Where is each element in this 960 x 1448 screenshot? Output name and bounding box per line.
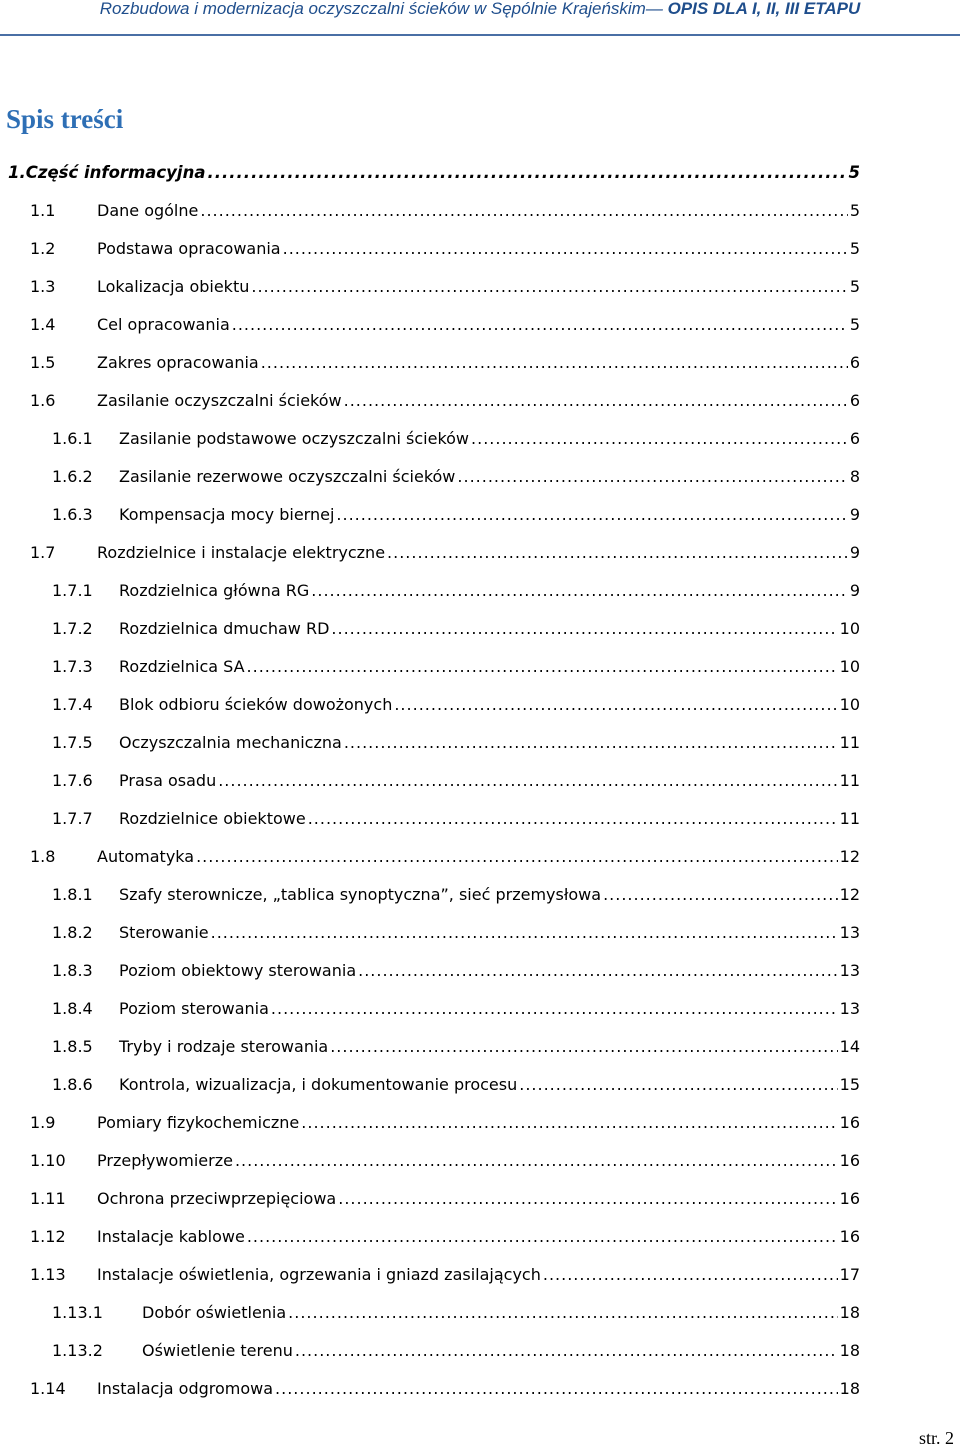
toc-entry[interactable]	[8, 161, 860, 185]
toc-entry-title: Zakres opracowania	[97, 353, 259, 372]
toc-entry-page: 18	[839, 1341, 860, 1360]
toc-entry-page: 6	[849, 391, 860, 410]
toc-entry-number: 1.2	[30, 239, 56, 258]
toc-entry-page: 5	[849, 277, 860, 296]
toc-leader-dots	[196, 845, 838, 869]
toc-entry[interactable]	[30, 1187, 860, 1211]
toc-leader-dots	[603, 883, 838, 907]
toc-entry-number: 1.1	[30, 201, 56, 220]
toc-entry-number: 1.	[8, 163, 26, 182]
toc-entry-title: Zasilanie rezerwowe oczyszczalni ścieków	[119, 467, 456, 486]
toc-entry-title: Prasa osadu	[119, 771, 217, 790]
toc-entry-title: Poziom obiektowy sterowania	[119, 961, 357, 980]
toc-entry[interactable]	[30, 1149, 860, 1173]
toc-entry[interactable]	[30, 1377, 860, 1401]
toc-entry-number: 1.8.3	[52, 961, 93, 980]
toc-entry-number: 1.7.5	[52, 733, 93, 752]
toc-entry-title: Cel opracowania	[97, 315, 230, 334]
toc-entry-number: 1.7.2	[52, 619, 93, 638]
toc-leader-dots	[543, 1263, 838, 1287]
toc-entry[interactable]	[52, 731, 860, 755]
toc-entry-page: 17	[839, 1265, 860, 1284]
toc-entry-title: Oświetlenie terenu	[142, 1341, 293, 1360]
toc-entry-title: Automatyka	[97, 847, 195, 866]
toc-entry[interactable]	[30, 275, 860, 299]
toc-leader-dots	[261, 351, 848, 375]
toc-leader-dots	[235, 1149, 838, 1173]
toc-entry-number: 1.7.4	[52, 695, 93, 714]
toc-entry-number: 1.9	[30, 1113, 56, 1132]
toc-entry-title: Rozdzielnica SA	[119, 657, 245, 676]
toc-entry-number: 1.11	[30, 1189, 66, 1208]
toc-entry[interactable]	[52, 883, 860, 907]
toc-leader-dots	[394, 693, 837, 717]
toc-leader-dots	[308, 807, 838, 831]
toc-entry-title: Część informacyjna	[25, 163, 206, 182]
toc-entry-number: 1.13.1	[52, 1303, 103, 1322]
toc-entry[interactable]	[52, 1035, 860, 1059]
toc-leader-dots	[457, 465, 847, 489]
toc-entry[interactable]	[52, 921, 860, 945]
toc-entry[interactable]	[30, 1225, 860, 1249]
toc-entry-number: 1.13	[30, 1265, 66, 1284]
toc-entry-number: 1.8.5	[52, 1037, 93, 1056]
toc-leader-dots	[247, 655, 838, 679]
toc-entry-page: 13	[839, 923, 860, 942]
toc-entry-page: 9	[849, 543, 860, 562]
toc-entry-number: 1.8.4	[52, 999, 93, 1018]
toc-entry-page: 10	[839, 695, 860, 714]
page-number: str. 2	[918, 1428, 954, 1448]
toc-leader-dots	[301, 1111, 837, 1135]
toc-entry[interactable]	[52, 465, 860, 489]
toc-entry[interactable]	[52, 807, 860, 831]
toc-entry-title: Zasilanie podstawowe oczyszczalni ścieków	[119, 429, 470, 448]
toc-entry-page: 5	[849, 201, 860, 220]
toc-entry-number: 1.4	[30, 315, 56, 334]
toc-entry[interactable]	[52, 959, 860, 983]
toc-leader-dots	[311, 579, 848, 603]
toc-entry-number: 1.8.6	[52, 1075, 93, 1094]
toc-entry-title: Sterowanie	[119, 923, 209, 942]
toc-leader-dots	[295, 1339, 838, 1363]
toc-entry-number: 1.7	[30, 543, 56, 562]
toc-entry-number: 1.6.3	[52, 505, 93, 524]
toc-entry-page: 5	[849, 315, 860, 334]
toc-entry-number: 1.10	[30, 1151, 66, 1170]
toc-entry-title: Oczyszczalnia mechaniczna	[119, 733, 342, 752]
toc-leader-dots	[336, 503, 847, 527]
header-title-bold: OPIS DLA I, II, III ETAPU	[662, 0, 861, 18]
toc-leader-dots	[283, 237, 848, 261]
toc-entry-title: Ochrona przeciwprzepięciowa	[97, 1189, 337, 1208]
toc-entry[interactable]	[30, 541, 860, 565]
toc-entry-title: Rozdzielnice i instalacje elektryczne	[97, 543, 386, 562]
toc-entry-title: Zasilanie oczyszczalni ścieków	[97, 391, 342, 410]
toc-leader-dots	[247, 1225, 838, 1249]
toc-entry-page: 18	[839, 1303, 860, 1322]
toc-entry-number: 1.3	[30, 277, 56, 296]
toc-entry-number: 1.8	[30, 847, 56, 866]
toc-leader-dots	[519, 1073, 837, 1097]
toc-entry-page: 13	[839, 961, 860, 980]
toc-entry-page: 6	[849, 429, 860, 448]
toc-entry[interactable]	[52, 617, 860, 641]
toc-entry-number: 1.7.7	[52, 809, 93, 828]
toc-entry-page: 8	[849, 467, 860, 486]
toc-leader-dots	[358, 959, 838, 983]
toc-entry[interactable]	[52, 503, 860, 527]
toc-entry-page: 9	[849, 581, 860, 600]
toc-entry[interactable]	[30, 845, 860, 869]
toc-entry-title: Podstawa opracowania	[97, 239, 281, 258]
toc-entry-title: Kompensacja mocy biernej	[119, 505, 335, 524]
toc-entry[interactable]	[30, 351, 860, 375]
toc-leader-dots	[218, 769, 837, 793]
toc-leader-dots	[330, 1035, 837, 1059]
toc-entry-number: 1.6	[30, 391, 56, 410]
toc-entry[interactable]	[30, 313, 860, 337]
toc-entry-title: Poziom sterowania	[119, 999, 269, 1018]
toc-entry-title: Rozdzielnice obiektowe	[119, 809, 306, 828]
header-title-text: Rozbudowa i modernizacja oczyszczalni ścieków w Sępólnie Krajeńskim—	[99, 0, 663, 18]
toc-entry-page: 16	[839, 1113, 860, 1132]
toc-entry[interactable]	[52, 655, 860, 679]
toc-entry-page: 5	[848, 163, 860, 182]
toc-entry-title: Przepływomierze	[97, 1151, 233, 1170]
toc-entry-page: 5	[849, 239, 860, 258]
page-header	[0, 0, 960, 36]
toc-entry[interactable]	[52, 427, 860, 451]
toc-entry-page: 18	[839, 1379, 860, 1398]
toc-entry-number: 1.6.2	[52, 467, 93, 486]
toc-entry[interactable]	[30, 389, 860, 413]
toc-leader-dots	[387, 541, 848, 565]
toc-leader-dots	[344, 731, 838, 755]
toc-entry[interactable]	[30, 1263, 860, 1287]
toc-heading: Spis treści	[6, 104, 124, 134]
toc-entry-number: 1.5	[30, 353, 56, 372]
toc-leader-dots	[471, 427, 848, 451]
toc-entry-title: Dobór oświetlenia	[142, 1303, 287, 1322]
toc-entry[interactable]	[52, 1073, 860, 1097]
toc-entry[interactable]	[52, 693, 860, 717]
toc-entry-title: Lokalizacja obiektu	[97, 277, 250, 296]
toc-entry-title: Instalacje kablowe	[97, 1227, 245, 1246]
toc-entry-page: 12	[839, 885, 860, 904]
toc-leader-dots	[200, 199, 847, 223]
toc-entry[interactable]	[30, 199, 860, 223]
toc-entry-number: 1.7.1	[52, 581, 93, 600]
toc-entry-title: Kontrola, wizualizacja, i dokumentowanie procesu	[119, 1075, 518, 1094]
toc-entry-title: Dane ogólne	[97, 201, 199, 220]
toc-entry-title: Szafy sterownicze, „tablica synoptyczna”, sieć przemysłowa	[119, 885, 602, 904]
toc-entry[interactable]	[30, 237, 860, 261]
toc-entry-title: Rozdzielnica główna RG	[119, 581, 310, 600]
toc-leader-dots	[211, 921, 838, 945]
toc-leader-dots	[232, 313, 848, 337]
toc-entry-title: Rozdzielnica dmuchaw RD	[119, 619, 330, 638]
toc-entry-number: 1.7.3	[52, 657, 93, 676]
toc-entry-number: 1.8.2	[52, 923, 93, 942]
toc-entry-page: 13	[839, 999, 860, 1018]
header-title	[100, 0, 861, 18]
toc-entry-page: 11	[839, 733, 860, 752]
toc-leader-dots	[344, 389, 848, 413]
toc-leader-dots	[338, 1187, 837, 1211]
toc-entry[interactable]	[52, 769, 860, 793]
toc-entry-title: Pomiary fizykochemiczne	[97, 1113, 300, 1132]
toc-entry-title: Instalacje oświetlenia, ogrzewania i gniazd zasilających	[97, 1265, 541, 1284]
toc-entry[interactable]	[52, 1339, 860, 1363]
toc-leader-dots	[207, 161, 846, 185]
toc-entry-page: 10	[839, 657, 860, 676]
toc-leader-dots	[271, 997, 838, 1021]
toc-entry-page: 15	[839, 1075, 860, 1094]
toc-entry[interactable]	[30, 1111, 860, 1135]
toc-entry-number: 1.12	[30, 1227, 66, 1246]
toc-entry-page: 14	[839, 1037, 860, 1056]
toc-entry-number: 1.14	[30, 1379, 66, 1398]
toc-entry-page: 9	[849, 505, 860, 524]
toc-entry-number: 1.7.6	[52, 771, 93, 790]
toc-entry-page: 11	[839, 771, 860, 790]
toc-leader-dots	[251, 275, 847, 299]
toc-entry-number: 1.6.1	[52, 429, 93, 448]
toc-entry-page: 12	[839, 847, 860, 866]
toc-entry-number: 1.8.1	[52, 885, 93, 904]
toc-entry-page: 16	[839, 1189, 860, 1208]
toc-leader-dots	[288, 1301, 837, 1325]
toc-entry[interactable]	[52, 579, 860, 603]
toc-entry-page: 11	[839, 809, 860, 828]
toc-entry-page: 16	[839, 1151, 860, 1170]
toc-entry-page: 6	[849, 353, 860, 372]
toc-entry-page: 16	[839, 1227, 860, 1246]
toc-leader-dots	[275, 1377, 838, 1401]
toc-entry-title: Tryby i rodzaje sterowania	[119, 1037, 329, 1056]
toc-entry-number: 1.13.2	[52, 1341, 103, 1360]
toc-entry[interactable]	[52, 997, 860, 1021]
toc-entry[interactable]	[52, 1301, 860, 1325]
toc-leader-dots	[331, 617, 837, 641]
toc-entry-page: 10	[839, 619, 860, 638]
toc-entry-title: Blok odbioru ścieków dowożonych	[119, 695, 393, 714]
toc-entry-title: Instalacja odgromowa	[97, 1379, 274, 1398]
